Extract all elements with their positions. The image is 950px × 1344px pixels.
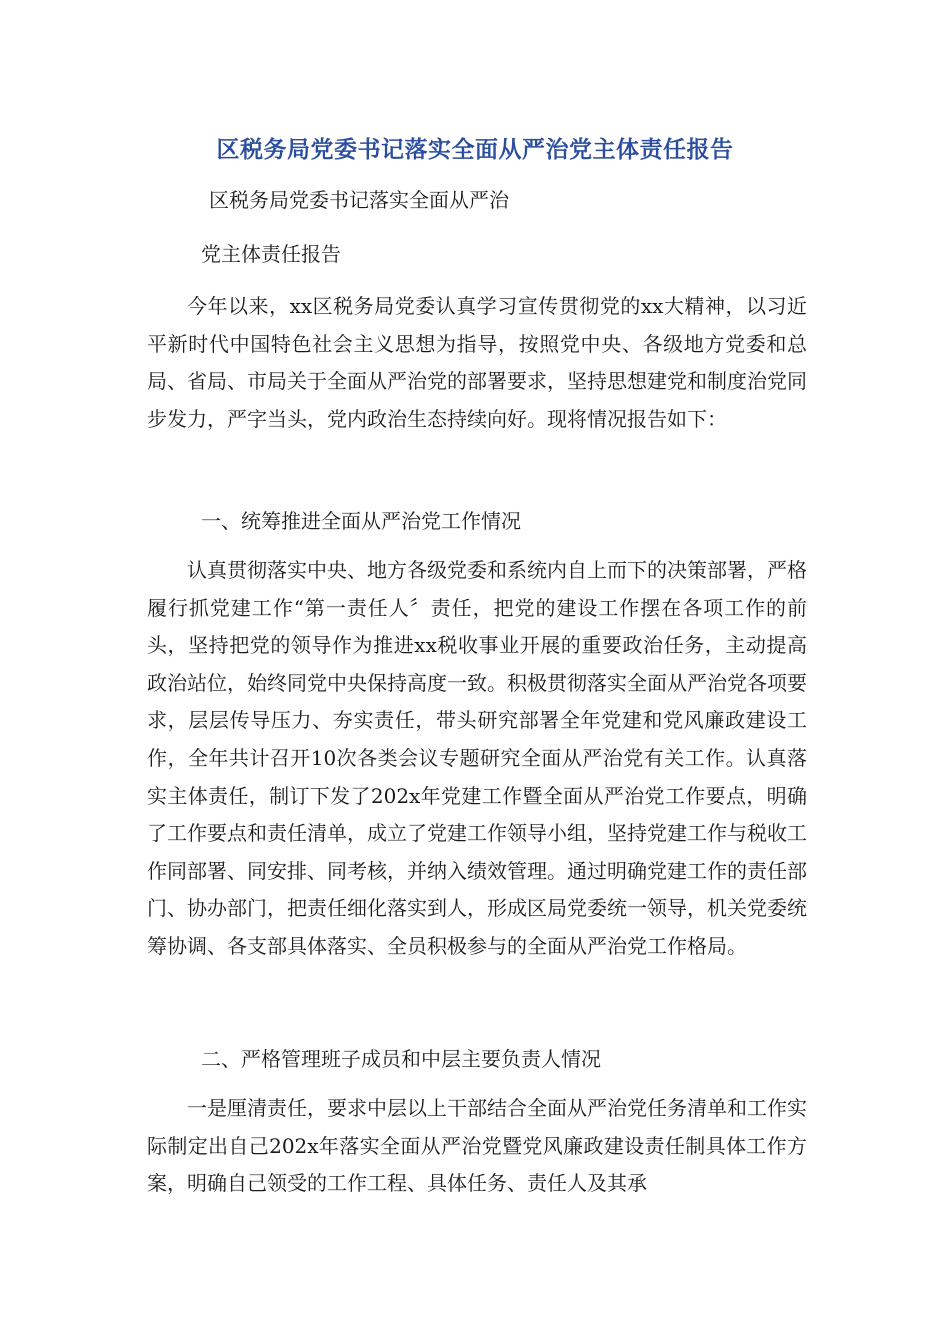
subtitle-line-2: 党主体责任报告 <box>201 242 341 266</box>
section-2-heading: 二、严格管理班子成员和中层主要负责人情况 <box>201 1047 601 1071</box>
section-1-heading: 一、统筹推进全面从严治党工作情况 <box>201 509 521 533</box>
subtitle-line-1: 区税务局党委书记落实全面从严治 <box>209 188 509 212</box>
intro-paragraph: 今年以来，xx区税务局党委认真学习宣传贯彻党的xx大精神，以习近平新时代中国特色社会主义思想为指导，按照党中央、各级地方党委和总局、省局、市局关于全面从严治党的部署要求，坚持思想建党和制度治党同步发力，严字当头，党内政治生态持续向好。现将情况报告如下： <box>147 294 807 431</box>
section-1-paragraph: 认真贯彻落实中央、地方各级党委和系统内自上而下的决策部署，严格履行抓党建工作“第一责任人〞责任，把党的建设工作摆在各项工作的前头，坚持把党的领导作为推进xx税收事业开展的重要政治任务，主动提高政治站位，始终同党中央保持高度一致。积极贯彻落实全面从严治党各项要求，层层传导压力、夯实责任，带头研究部署全年党建和党风廉政建设工作，全年共计召开10次各类会议专题研究全面从严治党有关工作。认真落实主体责任，制订下发了202x年党建工作暨全面从严治党工作要点，明确了工作要点和责任清单，成立了党建工作领导小组，坚持党建工作与税收工作同部署、同安排、同考核，并纳入绩效管理。通过明确党建工作的责任部门、协办部门，把责任细化落实到人，形成区局党委统一领导，机关党委统筹协调、各支部具体落实、全员积极参与的全面从严治党工作格局。 <box>147 558 807 958</box>
document-title: 区税务局党委书记落实全面从严治党主体责任报告 <box>216 137 734 163</box>
section-2-paragraph: 一是厘清责任，要求中层以上干部结合全面从严治党任务清单和工作实际制定出自己202x年落实全面从严治党暨党风廉政建设责任制具体工作方案，明确自己领受的工作工程、具体任务、责任人及其承 <box>147 1096 807 1196</box>
